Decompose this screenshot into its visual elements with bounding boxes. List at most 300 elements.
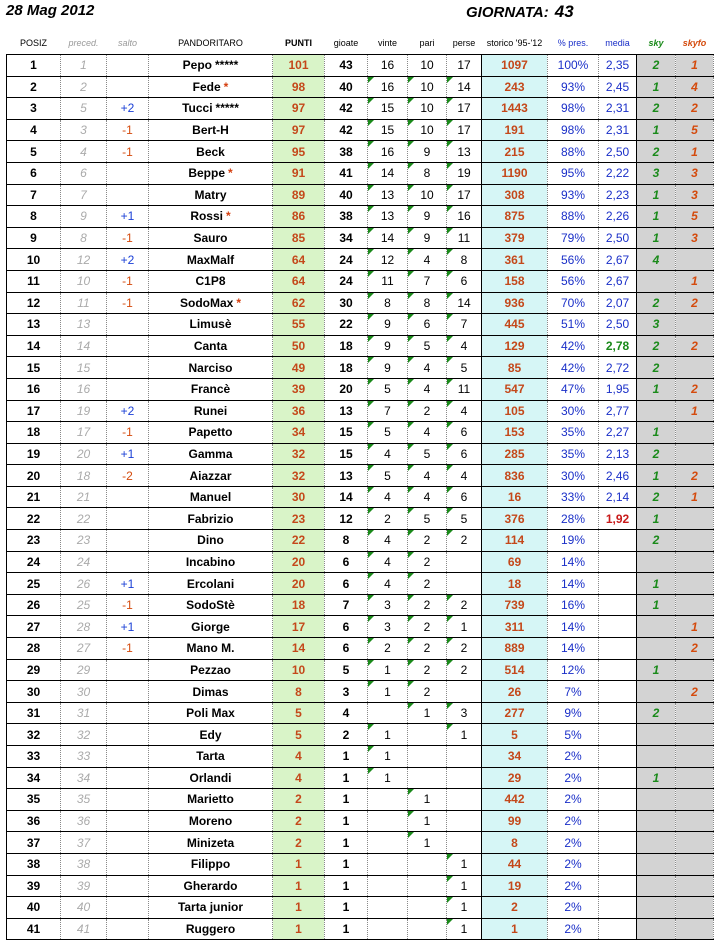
attendance-pct-cell — [548, 357, 599, 379]
skyfo-cell — [676, 530, 714, 552]
draws-cell-value: 2 — [423, 662, 431, 677]
skyfo-cell — [676, 897, 714, 919]
games-played-cell-value: 8 — [342, 533, 350, 548]
skyfo-cell — [676, 832, 714, 854]
position-cell — [7, 422, 61, 444]
player-name-cell — [149, 76, 273, 98]
points-cell — [273, 875, 325, 897]
draws-cell — [408, 270, 447, 292]
previous-position-cell — [61, 875, 107, 897]
previous-position-cell-value: 36 — [76, 814, 91, 829]
cell-marker-icon — [447, 703, 453, 709]
losses-cell — [447, 378, 482, 400]
attendance-pct-cell-value: 47% — [560, 382, 586, 397]
draws-cell — [408, 98, 447, 120]
cell-marker-icon — [408, 120, 414, 126]
points-cell-value: 62 — [291, 295, 306, 310]
cell-marker-icon — [408, 465, 414, 471]
player-name-cell — [149, 249, 273, 271]
losses-cell-value: 17 — [457, 58, 471, 73]
historic-total-cell-value: 361 — [504, 252, 525, 267]
historic-total-cell — [482, 551, 548, 573]
table-row — [7, 681, 714, 703]
position-change-cell — [107, 875, 149, 897]
games-played-cell-value: 41 — [339, 166, 353, 181]
average-cell — [599, 422, 637, 444]
wins-cell — [368, 530, 408, 552]
historic-total-cell — [482, 227, 548, 249]
points-cell — [273, 702, 325, 724]
skyfo-cell — [676, 55, 714, 77]
col-header-punti: PUNTI — [285, 38, 312, 48]
cell-marker-icon — [408, 185, 414, 191]
sky-cell-value: 1 — [652, 770, 660, 785]
historic-total-cell — [482, 55, 548, 77]
attendance-pct-cell-value: 12% — [560, 662, 586, 677]
cell-marker-icon — [408, 573, 414, 579]
losses-cell — [447, 76, 482, 98]
position-cell-value: 13 — [26, 317, 41, 332]
skyfo-cell — [676, 810, 714, 832]
position-change-cell — [107, 573, 149, 595]
table-row — [7, 119, 714, 141]
wins-cell — [368, 119, 408, 141]
average-cell — [599, 486, 637, 508]
attendance-pct-cell-value: 56% — [560, 274, 586, 289]
previous-position-cell — [61, 724, 107, 746]
draws-cell — [408, 443, 447, 465]
losses-cell-value: 17 — [457, 101, 471, 116]
skyfo-cell-value: 2 — [691, 684, 698, 699]
historic-total-cell — [482, 443, 548, 465]
losses-cell — [447, 681, 482, 703]
table-row — [7, 378, 714, 400]
previous-position-cell — [61, 422, 107, 444]
wins-cell-value: 4 — [384, 533, 391, 548]
position-cell — [7, 465, 61, 487]
previous-position-cell-value: 18 — [76, 468, 91, 483]
previous-position-cell — [61, 897, 107, 919]
position-cell — [7, 119, 61, 141]
table-row — [7, 465, 714, 487]
attendance-pct-cell — [548, 292, 599, 314]
position-change-cell — [107, 422, 149, 444]
cell-marker-icon — [447, 185, 453, 191]
col-header-pct-pres: % pres. — [557, 38, 589, 48]
historic-total-cell-value: 8 — [511, 835, 518, 850]
cell-marker-icon — [408, 249, 414, 255]
historic-total-cell — [482, 184, 548, 206]
column-header-row — [7, 32, 714, 55]
skyfo-cell — [676, 249, 714, 271]
sky-cell — [637, 724, 676, 746]
wins-cell — [368, 508, 408, 530]
previous-position-cell — [61, 162, 107, 184]
previous-position-cell-value: 14 — [76, 339, 91, 354]
points-cell-value: 89 — [291, 187, 306, 202]
wins-cell — [368, 875, 408, 897]
wins-cell — [368, 702, 408, 724]
historic-total-cell-value: 836 — [504, 468, 525, 483]
draws-cell-value: 2 — [423, 533, 431, 548]
position-change-cell — [107, 702, 149, 724]
historic-total-cell — [482, 249, 548, 271]
sky-cell — [637, 767, 676, 789]
draws-cell-value: 1 — [423, 835, 431, 850]
losses-cell-value: 1 — [460, 857, 468, 872]
games-played-cell-value: 20 — [339, 382, 353, 397]
points-cell-value: 5 — [295, 727, 302, 742]
previous-position-cell-value: 6 — [80, 166, 87, 181]
position-cell-value: 41 — [26, 922, 41, 937]
attendance-pct-cell — [548, 594, 599, 616]
games-played-cell-value: 7 — [342, 598, 350, 613]
sky-cell-value: 2 — [652, 360, 660, 375]
historic-total-cell-value: 18 — [507, 576, 522, 591]
losses-cell-value: 6 — [460, 274, 468, 289]
player-name: Gherardo — [183, 878, 238, 893]
cell-marker-icon — [447, 206, 453, 212]
attendance-pct-cell-value: 14% — [560, 576, 586, 591]
attendance-pct-cell-value: 28% — [560, 511, 586, 526]
games-played-cell — [325, 724, 368, 746]
draws-cell — [408, 832, 447, 854]
attendance-pct-cell — [548, 162, 599, 184]
games-played-cell-value: 2 — [342, 727, 350, 742]
wins-cell — [368, 98, 408, 120]
average-cell-value: 2,78 — [605, 339, 630, 354]
points-cell — [273, 422, 325, 444]
previous-position-cell-value: 19 — [76, 403, 91, 418]
player-name-cell — [149, 659, 273, 681]
average-cell — [599, 853, 637, 875]
position-cell-value: 20 — [26, 468, 41, 483]
position-cell-value: 28 — [26, 641, 41, 656]
games-played-cell — [325, 270, 368, 292]
position-cell — [7, 853, 61, 875]
losses-cell — [447, 335, 482, 357]
position-change-cell — [107, 638, 149, 660]
player-name-cell — [149, 508, 273, 530]
position-change-cell — [107, 746, 149, 768]
draws-cell — [408, 702, 447, 724]
previous-position-cell-value: 5 — [80, 101, 87, 116]
average-cell-value: 2,23 — [605, 187, 630, 202]
draws-cell-value: 5 — [423, 446, 431, 461]
skyfo-cell — [676, 76, 714, 98]
points-cell-value: 97 — [291, 101, 306, 116]
previous-position-cell-value: 41 — [76, 922, 91, 937]
attendance-pct-cell — [548, 853, 599, 875]
previous-position-cell-value: 29 — [76, 662, 91, 677]
losses-cell — [447, 400, 482, 422]
previous-position-cell — [61, 400, 107, 422]
attendance-pct-cell-value: 93% — [560, 79, 586, 94]
position-cell-value: 12 — [26, 295, 41, 310]
table-row — [7, 162, 714, 184]
sky-cell — [637, 400, 676, 422]
historic-total-cell — [482, 659, 548, 681]
points-cell — [273, 141, 325, 163]
previous-position-cell-value: 31 — [76, 706, 91, 721]
losses-cell-value: 11 — [457, 231, 471, 246]
losses-cell-value: 14 — [457, 79, 471, 94]
cell-marker-icon — [368, 768, 374, 774]
attendance-pct-cell-value: 79% — [560, 231, 586, 246]
historic-total-cell — [482, 897, 548, 919]
games-played-cell-value: 18 — [339, 360, 353, 375]
attendance-pct-cell — [548, 141, 599, 163]
average-cell — [599, 918, 637, 940]
table-row — [7, 357, 714, 379]
player-name: Minizeta — [186, 835, 235, 850]
attendance-pct-cell — [548, 551, 599, 573]
losses-cell — [447, 853, 482, 875]
attendance-pct-cell-value: 100% — [557, 58, 589, 73]
previous-position-cell-value: 20 — [76, 446, 91, 461]
cell-marker-icon — [447, 487, 453, 493]
position-cell-value: 8 — [30, 209, 37, 224]
cell-marker-icon — [368, 98, 374, 104]
average-cell — [599, 810, 637, 832]
attendance-pct-cell-value: 33% — [560, 490, 586, 505]
games-played-cell-value: 6 — [342, 576, 350, 591]
games-played-cell — [325, 508, 368, 530]
skyfo-cell — [676, 465, 714, 487]
attendance-pct-cell-value: 35% — [560, 425, 586, 440]
wins-cell-value: 13 — [380, 209, 395, 224]
cell-marker-icon — [368, 724, 374, 730]
player-name: Narciso — [188, 360, 233, 375]
position-cell-value: 18 — [26, 425, 41, 440]
draws-cell — [408, 55, 447, 77]
previous-position-cell — [61, 530, 107, 552]
draws-cell-value: 2 — [423, 619, 431, 634]
table-row — [7, 853, 714, 875]
previous-position-cell-value: 28 — [76, 619, 91, 634]
position-change-cell-value: -1 — [122, 641, 133, 656]
average-cell — [599, 832, 637, 854]
skyfo-cell-value: 1 — [691, 403, 698, 418]
average-cell-value: 2,31 — [605, 101, 630, 116]
position-cell-value: 21 — [26, 490, 41, 505]
col-header-sky: sky — [648, 38, 664, 48]
player-name-cell — [149, 746, 273, 768]
player-name-cell — [149, 314, 273, 336]
cell-marker-icon — [368, 552, 374, 558]
player-name: MaxMalf — [186, 252, 235, 267]
games-played-cell-value: 4 — [342, 706, 350, 721]
points-cell-value: 5 — [295, 706, 302, 721]
cell-marker-icon — [447, 314, 453, 320]
previous-position-cell — [61, 206, 107, 228]
col-header-storico: storico '95-'12 — [486, 38, 543, 48]
average-cell-value: 1,92 — [605, 511, 630, 526]
player-stars: * — [236, 295, 241, 310]
table-row — [7, 292, 714, 314]
points-cell — [273, 249, 325, 271]
player-name: Pezzao — [190, 662, 231, 677]
losses-cell — [447, 184, 482, 206]
games-played-cell-value: 6 — [342, 554, 350, 569]
player-name-cell — [149, 853, 273, 875]
cell-marker-icon — [447, 379, 453, 385]
games-played-cell — [325, 551, 368, 573]
historic-total-cell-value: 739 — [504, 598, 525, 613]
losses-cell-value: 1 — [460, 878, 468, 893]
position-cell-value: 32 — [26, 727, 41, 742]
attendance-pct-cell — [548, 702, 599, 724]
games-played-cell-value: 18 — [339, 339, 353, 354]
cell-marker-icon — [447, 357, 453, 363]
player-name-cell — [149, 141, 273, 163]
table-row — [7, 508, 714, 530]
cell-marker-icon — [447, 228, 453, 234]
wins-cell — [368, 378, 408, 400]
points-cell — [273, 681, 325, 703]
historic-total-cell — [482, 422, 548, 444]
losses-cell — [447, 659, 482, 681]
historic-total-cell-value: 1443 — [501, 101, 528, 116]
points-cell — [273, 897, 325, 919]
sky-cell-value: 1 — [652, 576, 660, 591]
games-played-cell — [325, 573, 368, 595]
points-cell-value: 1 — [295, 878, 302, 893]
points-cell-value: 39 — [291, 382, 306, 397]
losses-cell — [447, 292, 482, 314]
points-cell-value: 30 — [291, 490, 306, 505]
historic-total-cell-value: 889 — [504, 641, 525, 656]
cell-marker-icon — [408, 487, 414, 493]
points-cell-value: 1 — [295, 857, 302, 872]
losses-cell-value: 7 — [460, 317, 468, 332]
table-row — [7, 724, 714, 746]
losses-cell — [447, 486, 482, 508]
games-played-cell-value: 34 — [339, 231, 353, 246]
wins-cell — [368, 292, 408, 314]
points-cell-value: 49 — [291, 360, 306, 375]
points-cell-value: 22 — [291, 533, 306, 548]
attendance-pct-cell — [548, 746, 599, 768]
points-cell — [273, 119, 325, 141]
table-row — [7, 249, 714, 271]
draws-cell-value: 9 — [423, 144, 431, 159]
position-change-cell — [107, 918, 149, 940]
sky-cell — [637, 897, 676, 919]
cell-marker-icon — [408, 336, 414, 342]
standings-body — [7, 55, 714, 940]
games-played-cell-value: 38 — [339, 144, 353, 159]
games-played-cell — [325, 249, 368, 271]
cell-marker-icon — [368, 379, 374, 385]
average-cell — [599, 616, 637, 638]
points-cell-value: 4 — [295, 749, 302, 764]
historic-total-cell-value: 308 — [504, 187, 525, 202]
points-cell — [273, 659, 325, 681]
points-cell-value: 18 — [291, 598, 306, 613]
wins-cell — [368, 767, 408, 789]
historic-total-cell — [482, 810, 548, 832]
position-cell — [7, 378, 61, 400]
points-cell — [273, 767, 325, 789]
draws-cell-value: 10 — [420, 101, 434, 116]
player-name: Fede — [192, 79, 221, 94]
table-row — [7, 551, 714, 573]
table-row — [7, 832, 714, 854]
draws-cell-value: 9 — [423, 209, 431, 224]
previous-position-cell — [61, 638, 107, 660]
position-change-cell — [107, 378, 149, 400]
position-cell — [7, 357, 61, 379]
cell-marker-icon — [408, 422, 414, 428]
points-cell — [273, 638, 325, 660]
skyfo-cell — [676, 314, 714, 336]
position-change-cell-value: -1 — [122, 123, 133, 138]
points-cell — [273, 378, 325, 400]
cell-marker-icon — [368, 638, 374, 644]
position-cell-value: 9 — [30, 231, 37, 246]
average-cell — [599, 98, 637, 120]
skyfo-cell — [676, 702, 714, 724]
position-change-cell — [107, 897, 149, 919]
sky-cell — [637, 659, 676, 681]
points-cell-value: 10 — [291, 662, 306, 677]
games-played-cell — [325, 292, 368, 314]
cell-marker-icon — [447, 616, 453, 622]
player-name: Filippo — [190, 857, 231, 872]
cell-marker-icon — [368, 314, 374, 320]
position-cell — [7, 551, 61, 573]
games-played-cell — [325, 594, 368, 616]
average-cell-value: 2,50 — [605, 317, 630, 332]
position-change-cell-value: -1 — [122, 274, 133, 289]
player-name-cell — [149, 98, 273, 120]
average-cell-value: 2,13 — [605, 446, 630, 461]
position-cell-value: 22 — [26, 511, 41, 526]
games-played-cell-value: 42 — [339, 101, 353, 116]
player-name-cell — [149, 206, 273, 228]
wins-cell — [368, 659, 408, 681]
sky-cell — [637, 292, 676, 314]
points-cell-value: 97 — [291, 123, 306, 138]
losses-cell — [447, 724, 482, 746]
giornata-number: 43 — [554, 2, 574, 21]
position-cell-value: 16 — [26, 382, 41, 397]
draws-cell-value: 4 — [423, 468, 431, 483]
games-played-cell-value: 30 — [339, 295, 353, 310]
attendance-pct-cell-value: 14% — [560, 641, 586, 656]
games-played-cell — [325, 162, 368, 184]
sky-cell-value: 2 — [652, 101, 660, 116]
points-cell — [273, 400, 325, 422]
cell-marker-icon — [447, 336, 453, 342]
average-cell — [599, 206, 637, 228]
position-cell — [7, 530, 61, 552]
wins-cell — [368, 724, 408, 746]
col-header-salto: salto — [117, 38, 137, 48]
table-row — [7, 141, 714, 163]
games-played-cell-value: 13 — [339, 403, 353, 418]
player-name-cell — [149, 616, 273, 638]
attendance-pct-cell-value: 16% — [560, 598, 586, 613]
position-cell — [7, 767, 61, 789]
games-played-cell-value: 40 — [339, 79, 353, 94]
sky-cell — [637, 832, 676, 854]
average-cell — [599, 314, 637, 336]
giornata-label: GIORNATA: — [466, 4, 549, 21]
games-played-cell — [325, 422, 368, 444]
previous-position-cell — [61, 508, 107, 530]
